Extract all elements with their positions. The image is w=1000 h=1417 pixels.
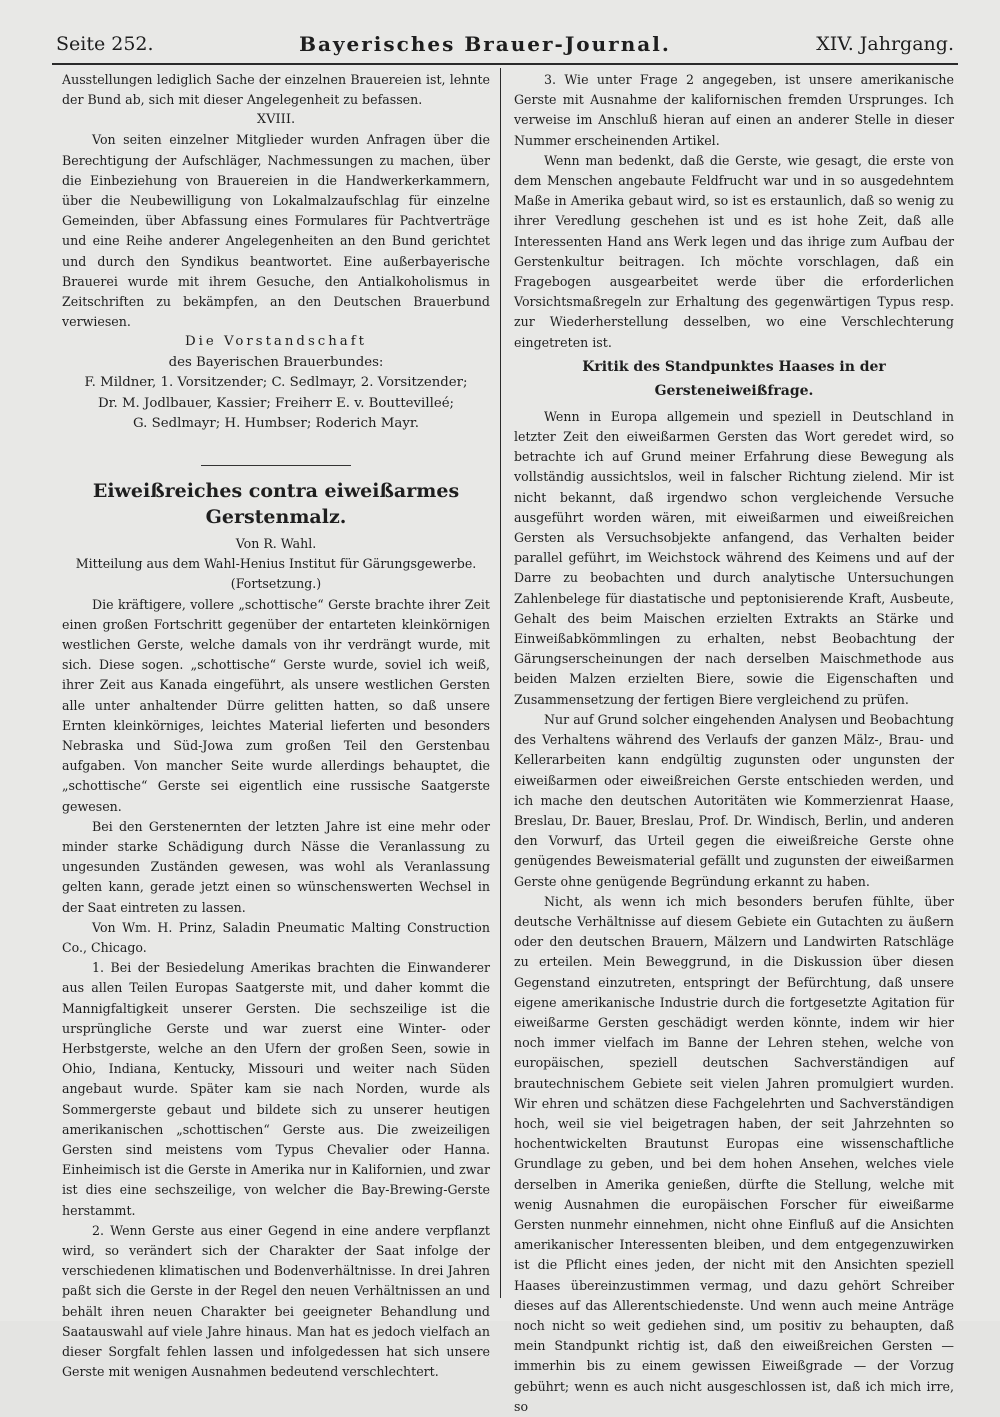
paragraph: Nicht, als wenn ich mich besonders berufen fühlte, über deutsche Verhältnisse auf diesem Gebiete ein Gutachten zu äußern oder den deutschen Brauern, Mälzern und Landwirten Ratschläge zu erteilen. Mein Beweggrund, in die Diskussion über diesen Gegenstand einzutreten, entspringt der Befürchtung, daß unsere eigene amerikanische Industrie durch die fortgesetzte Agitation für eiweißarme Gersten geschädigt werden könnte, indem wir hier noch immer vielfach im Banne der Lehren stehen, welche von europäischen, speziell deutschen Sachverständigen auf brautechnischem Gebiete seit vielen Jahren promulgiert wurden. Wir ehren und schätzen diese Fachgelehrten und Sachverständigen hoch, weil sie viel beigetragen haben, der seit Jahrzehnten so hochentwickelten Brautunst Europas eine wissenschaftliche Grundlage zu geben, und bei dem hohen Ansehen, welches viele derselben in Amerika genießen, dürfte die Stellung, welche mit wenig Ausnahmen die europäischen Forscher für eiweißarme Gersten nunmehr einnehmen, nicht ohne Einfluß auf die Ansichten amerikanischer Interessenten bleiben, und dem entgegenzuwirken ist die Pflicht eines jeden, der nicht mit den Ansichten speziell Haases übereinzustimmen vermag, und dazu gehört Schreiber dieses auf das Allerentschiedenste. Und wenn auch meine Anträge noch nicht so weit gediehen sind, um positiv zu behaupten, daß mein Standpunkt richtig ist, daß den eiweißreichen Gersten — immerhin bis zu einem gewissen Eiweißgrade — der Vorzug gebührt; wenn es auch nicht ausgeschlossen ist, daß ich mich irre, so: [514, 893, 954, 1414]
right-column: [514, 70, 954, 1417]
column-divider: [500, 68, 501, 1298]
volume-label: XIV. Jahrgang.: [816, 33, 954, 55]
article-institute: Mitteilung aus dem Wahl-Henius Institut für Gärungsgewerbe.: [75, 556, 477, 572]
paragraph: Die kräftigere, vollere „schottische“ Gerste brachte ihrer Zeit einen großen Fortschritt gegenüber der entarteten kleinkörnigen westlichen Gerste, welche damals von ihr verdrängt wurde, mit sich. Diese sogen. „schottische“ Gerste wurde, soviel ich weiß, ihrer Zeit aus Kanada eingeführt, als unsere westlichen Gersten alle unter anhaltender Dürre gelitten hatten, so daß unsere Ernten kleinkörniges, leichtes Material lieferten und besonders Nebraska und Süd-Jowa zum großen Teil den Gerstenbau aufgaben. Von mancher Seite wurde allerdings behauptet, die „schottische“ Gerste sei eigentlich eine russische Saatgerste gewesen.: [62, 596, 490, 814]
signature-org: des Bayerischen Brauerbundes:: [168, 354, 384, 370]
paragraph: Ausstellungen lediglich Sache der einzelnen Brauereien ist, lehnte der Bund ab, sich mit dieser Angelegenheit zu befassen.: [62, 72, 490, 108]
paragraph: 3. Wie unter Frage 2 angegeben, ist unsere amerikanische Gerste mit Ausnahme der kalifornischen fremden Ursprunges. Ich verweise im Anschluß hieran auf einen an anderer Stelle in dieser Nummer erscheinenden Artikel.: [514, 72, 954, 148]
paragraph: Bei den Gerstenernten der letzten Jahre ist eine mehr oder minder starke Schädigung durch Nässe die Veranlassung zu ungesunden Zuständen gewesen, was wohl als Veranlassung gelten kann, gerade jetzt einen so wünschenswerten Wechsel in der Saat eintreten zu lassen.: [62, 818, 490, 915]
paragraph: Nur auf Grund solcher eingehenden Analysen und Beobachtung des Verhaltens während des Verlaufs der ganzen Mälz-, Brau- und Kellerarbeiten kann endgültig zugunsten oder ungunsten der eiweißarmen oder eiweißreichen Gerste entschieden werden, und ich mache den deutschen Autoritäten wie Kommerzienrat Haase, Breslau, Dr. Bauer, Breslau, Prof. Dr. Windisch, Berlin, und anderen den Vorwurf, das Urteil gegen die eiweißreiche Gerste ohne genügendes Beweismaterial gefällt und zugunsten der eiweißarmen Gerste ohne genügende Begründung erkannt zu haben.: [514, 711, 954, 889]
signature-heading: Die Vorstandschaft: [185, 334, 367, 350]
journal-title: Bayerisches Brauer-Journal.: [299, 32, 671, 56]
paragraph: Wenn in Europa allgemein und speziell in Deutschland in letzter Zeit den eiweißarmen Gersten das Wort geredet wird, so betrachte ich auf Grund meiner Erfahrung diese Bewegung als vollständig aussichtslos, weil in falscher Richtung zielend. Mir ist nicht bekannt, daß irgendwo schon vergleichende Versuche ausgeführt worden wären, mit eiweißarmen und eiweißreichen Gersten als Versuchsobjekte anfangend, das Verhalten beider parallel geführt, im Weichstock während des Keimens und auf der Darre zu beobachten und durch analytische Untersuchungen Zahlenbelege für diastatische und peptonisierende Kraft, Ausbeute, Gehalt des beim Maischen erzielten Extrakts an Stärke und Einweißabkömmlingen zu erhalten, nebst Beobachtung der Gärungserscheinungen der nach derselben Maischmethode aus beiden Malzen erzielten Biere, sowie die Eigenschaften und Zusammensetzung der fertigen Biere vergleichend zu prüfen.: [514, 408, 954, 707]
page-number: Seite 252.: [56, 33, 154, 55]
signature-names: Dr. M. Jodlbauer, Kassier; Freiherr E. v. Bouttevilleé;: [97, 395, 455, 411]
signature-names: G. Sedlmayr; H. Humbser; Roderich Mayr.: [133, 416, 419, 432]
paragraph: Wenn man bedenkt, daß die Gerste, wie gesagt, die erste von dem Menschen angebaute Feldfrucht war und in so ausgedehntem Maße in Amerika gebaut wird, so ist es erstaunlich, daß so wenig zu ihrer Veredlung geschehen ist und es ist hohe Zeit, daß alle Interessenten Hand ans Werk legen und das ihrige zum Aufbau der Gerstenkultur beitragen. Ich möchte vorschlagen, daß ein Fragebogen ausgearbeitet werde über die erforderlichen Vorsichtsmaßregeln zur Erhaltung des gegenwärtigen Typus resp. zur Wiederherstellung desselben, wo eine Verschlechterung eingetreten ist.: [514, 152, 954, 350]
paragraph: 2. Wenn Gerste aus einer Gegend in eine andere verpflanzt wird, so verändert sich der Charakter der Saat infolge der verschiedenen klimatischen und Bodenverhältnisse. In drei Jahren paßt sich die Gerste in der Regel den neuen Verhältnissen an und behält ihren neuen Charakter bei geeigneter Behandlung und Saatauswahl auf viele Jahre hinaus. Man hat es jedoch vielfach an dieser Sorgfalt fehlen lassen und infolgedessen hat sich unsere Gerste mit wenigen Ausnahmen bedeutend verschlechtert.: [62, 1222, 490, 1380]
section-heading: Kritik des Standpunktes Haases in der Gersteneiweißfrage.: [582, 358, 886, 399]
section-separator: [201, 465, 351, 466]
article-title: Eiweißreiches contra eiweißarmes Gerstenmalz.: [92, 479, 460, 528]
paragraph: Von Wm. H. Prinz, Saladin Pneumatic Malting Construction Co., Chicago.: [62, 919, 490, 955]
header-rule: [52, 63, 958, 65]
article-author: Von R. Wahl.: [235, 535, 317, 551]
signature-names: F. Mildner, 1. Vorsitzender; C. Sedlmayr, 2. Vorsitzender;: [84, 375, 468, 391]
left-column: [62, 70, 490, 1382]
section-number: XVIII.: [256, 112, 296, 128]
page-header: [56, 26, 954, 62]
paragraph: Von seiten einzelner Mitglieder wurden Anfragen über die Berechtigung der Aufschläger, Nachmessungen zu machen, über die Einbeziehung von Brauereien in die Handwerkerkammern, über die Neubewilligung von Lokalmalzaufschlag für einzelne Gemeinden, über Abfassung eines Formulares für Pachtverträge und eine Reihe anderer Angelegenheiten an den Bund gerichtet und durch den Syndikus beantwortet. Eine außerbayerische Brauerei wurde mit ihrem Gesuche, den Antialkoholismus in Zeitschriften zu bekämpfen, an den Deutschen Brauerbund verwiesen.: [62, 132, 490, 330]
continuation-note: (Fortsetzung.): [230, 576, 322, 592]
paragraph: 1. Bei der Besiedelung Amerikas brachten die Einwanderer aus allen Teilen Europas Saatgerste mit, und daher kommt die Mannigfaltigkeit unserer Gersten. Die sechszeilige ist die ursprüngliche Gerste und war zuerst eine Winter- oder Herbstgerste, welche an den Ufern der großen Seen, sowie in Ohio, Indiana, Kentucky, Missouri und weiter nach Süden angebaut wurde. Später kam sie nach Norden, wurde als Sommergerste gebaut und bildete sich zu unserer heutigen amerikanischen „schottischen“ Gerste aus. Die zweizeiligen Gersten sind meistens vom Typus Chevalier oder Hanna. Einheimisch ist die Gerste in Amerika nur in Kalifornien, und zwar ist dies eine sechszeilige, von welcher die Bay-Brewing-Gerste herstammt.: [62, 960, 490, 1218]
